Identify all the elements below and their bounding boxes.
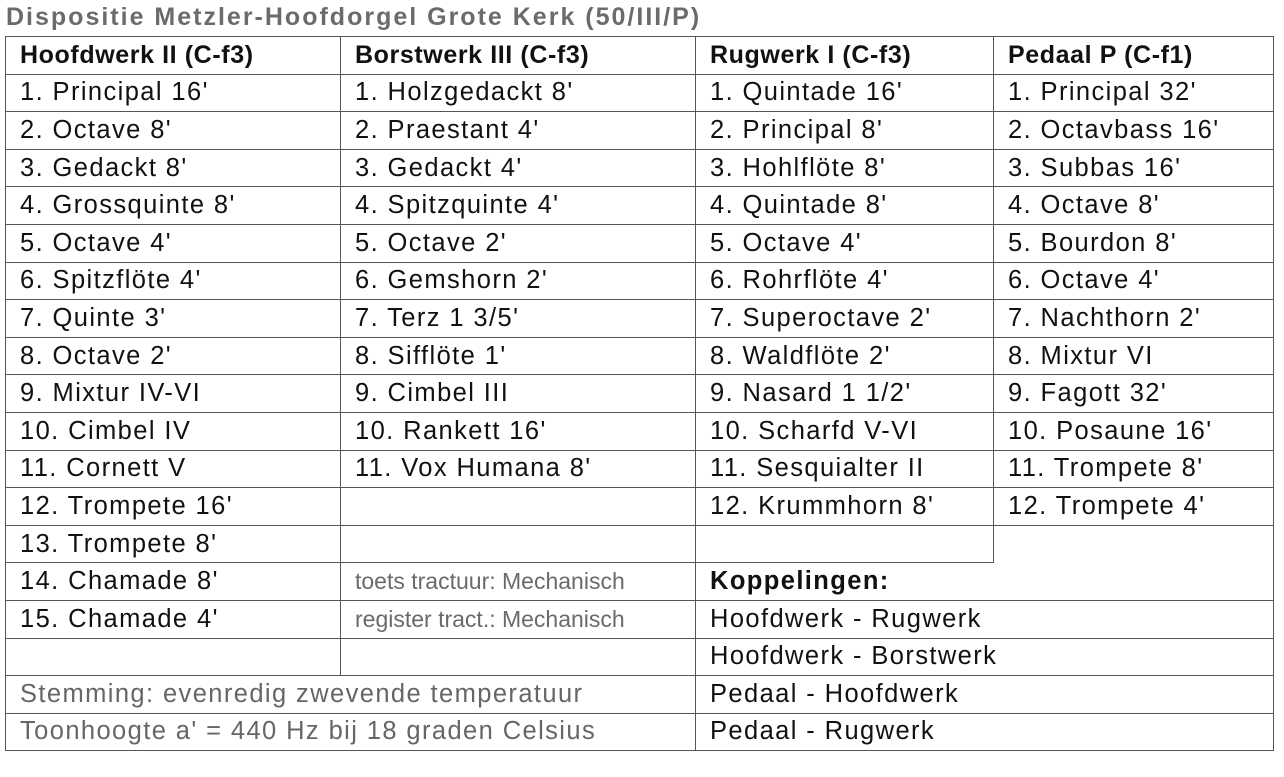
- coupler-row: [6, 713, 1274, 751]
- coupler-row: [6, 676, 1274, 714]
- stop-row: [6, 563, 1274, 601]
- stop-cell: 3. Gedackt 8': [6, 149, 341, 187]
- pitch-note: Toonhoogte a' = 440 Hz bij 18 graden Celsius: [6, 713, 696, 751]
- stop-row: [6, 149, 1274, 187]
- coupler-item: Pedaal - Hoofdwerk: [696, 676, 1274, 714]
- stop-row: [6, 262, 1274, 300]
- stop-cell: 5. Octave 4': [696, 224, 994, 262]
- division-header: Pedaal P (C-f1): [994, 37, 1274, 75]
- stop-cell: 8. Mixtur VI: [994, 337, 1274, 375]
- stop-row: [6, 412, 1274, 450]
- stop-cell: 4. Quintade 8': [696, 187, 994, 225]
- coupler-item: Hoofdwerk - Borstwerk: [696, 638, 1274, 676]
- stop-cell: 4. Grossquinte 8': [6, 187, 341, 225]
- stop-cell: 8. Sifflöte 1': [341, 337, 696, 375]
- stop-cell: 8. Waldflöte 2': [696, 337, 994, 375]
- stop-cell: 6. Octave 4': [994, 262, 1274, 300]
- stop-cell: 11. Cornett V: [6, 450, 341, 488]
- empty-cell: [341, 488, 696, 526]
- stop-cell: 3. Gedackt 4': [341, 149, 696, 187]
- stop-cell: 11. Sesquialter II: [696, 450, 994, 488]
- stop-row: [6, 187, 1274, 225]
- stop-cell: 3. Subbas 16': [994, 149, 1274, 187]
- stop-cell: 2. Praestant 4': [341, 112, 696, 150]
- stop-cell: 10. Rankett 16': [341, 412, 696, 450]
- stop-cell: 4. Octave 8': [994, 187, 1274, 225]
- stop-row: [6, 112, 1274, 150]
- stop-row: [6, 337, 1274, 375]
- coupler-item: Hoofdwerk - Rugwerk: [696, 600, 1274, 638]
- coupler-row: [6, 638, 1274, 676]
- key-action-note: toets tractuur: Mechanisch: [341, 563, 696, 601]
- stop-row: [6, 224, 1274, 262]
- page-title: Dispositie Metzler-Hoofdorgel Grote Kerk (50/III/P): [6, 3, 702, 31]
- stop-cell: 5. Octave 2': [341, 224, 696, 262]
- stop-cell: 14. Chamade 8': [6, 563, 341, 601]
- stop-row: [6, 600, 1274, 638]
- stop-cell: 2. Octave 8': [6, 112, 341, 150]
- empty-cell: [696, 525, 994, 563]
- empty-cell: [341, 638, 696, 676]
- stop-row: [6, 488, 1274, 526]
- stop-cell: 9. Nasard 1 1/2': [696, 375, 994, 413]
- stop-cell: 10. Cimbel IV: [6, 412, 341, 450]
- stop-row: [6, 450, 1274, 488]
- couplers-heading: Koppelingen:: [696, 563, 1274, 601]
- division-header: Hoofdwerk II (C-f3): [6, 37, 341, 75]
- stop-cell: 1. Quintade 16': [696, 74, 994, 112]
- stop-cell: 11. Trompete 8': [994, 450, 1274, 488]
- stop-cell: 7. Nachthorn 2': [994, 300, 1274, 338]
- division-header-row: [6, 37, 1274, 75]
- division-header: Rugwerk I (C-f3): [696, 37, 994, 75]
- stop-cell: 9. Cimbel III: [341, 375, 696, 413]
- empty-cell: [994, 525, 1274, 563]
- stop-row: [6, 74, 1274, 112]
- division-header: Borstwerk III (C-f3): [341, 37, 696, 75]
- stop-cell: 5. Bourdon 8': [994, 224, 1274, 262]
- stop-cell: 2. Octavbass 16': [994, 112, 1274, 150]
- stop-cell: 4. Spitzquinte 4': [341, 187, 696, 225]
- stop-cell: 10. Scharfd V-VI: [696, 412, 994, 450]
- stop-cell: 6. Rohrflöte 4': [696, 262, 994, 300]
- stop-cell: 1. Holzgedackt 8': [341, 74, 696, 112]
- stop-cell: 1. Principal 16': [6, 74, 341, 112]
- stop-cell: 12. Krummhorn 8': [696, 488, 994, 526]
- empty-cell: [341, 525, 696, 563]
- stop-cell: 7. Quinte 3': [6, 300, 341, 338]
- stop-cell: 7. Terz 1 3/5': [341, 300, 696, 338]
- stop-cell: 10. Posaune 16': [994, 412, 1274, 450]
- stop-cell: 6. Spitzflöte 4': [6, 262, 341, 300]
- stop-cell: 11. Vox Humana 8': [341, 450, 696, 488]
- temperament-note: Stemming: evenredig zwevende temperatuur: [6, 676, 696, 714]
- stop-cell: 1. Principal 32': [994, 74, 1274, 112]
- stop-cell: 6. Gemshorn 2': [341, 262, 696, 300]
- stop-cell: 15. Chamade 4': [6, 600, 341, 638]
- stop-row: [6, 525, 1274, 563]
- coupler-item: Pedaal - Rugwerk: [696, 713, 1274, 751]
- stop-cell: 5. Octave 4': [6, 224, 341, 262]
- stop-cell: 12. Trompete 16': [6, 488, 341, 526]
- stop-cell: 9. Fagott 32': [994, 375, 1274, 413]
- stop-action-note: register tract.: Mechanisch: [341, 600, 696, 638]
- stop-cell: 13. Trompete 8': [6, 525, 341, 563]
- stop-cell: 9. Mixtur IV-VI: [6, 375, 341, 413]
- stop-cell: 7. Superoctave 2': [696, 300, 994, 338]
- stop-cell: 2. Principal 8': [696, 112, 994, 150]
- stop-cell: 3. Hohlflöte 8': [696, 149, 994, 187]
- stop-row: [6, 375, 1274, 413]
- empty-cell: [6, 638, 341, 676]
- stop-cell: 8. Octave 2': [6, 337, 341, 375]
- stop-cell: 12. Trompete 4': [994, 488, 1274, 526]
- stop-row: [6, 300, 1274, 338]
- specification-table: [5, 36, 1274, 751]
